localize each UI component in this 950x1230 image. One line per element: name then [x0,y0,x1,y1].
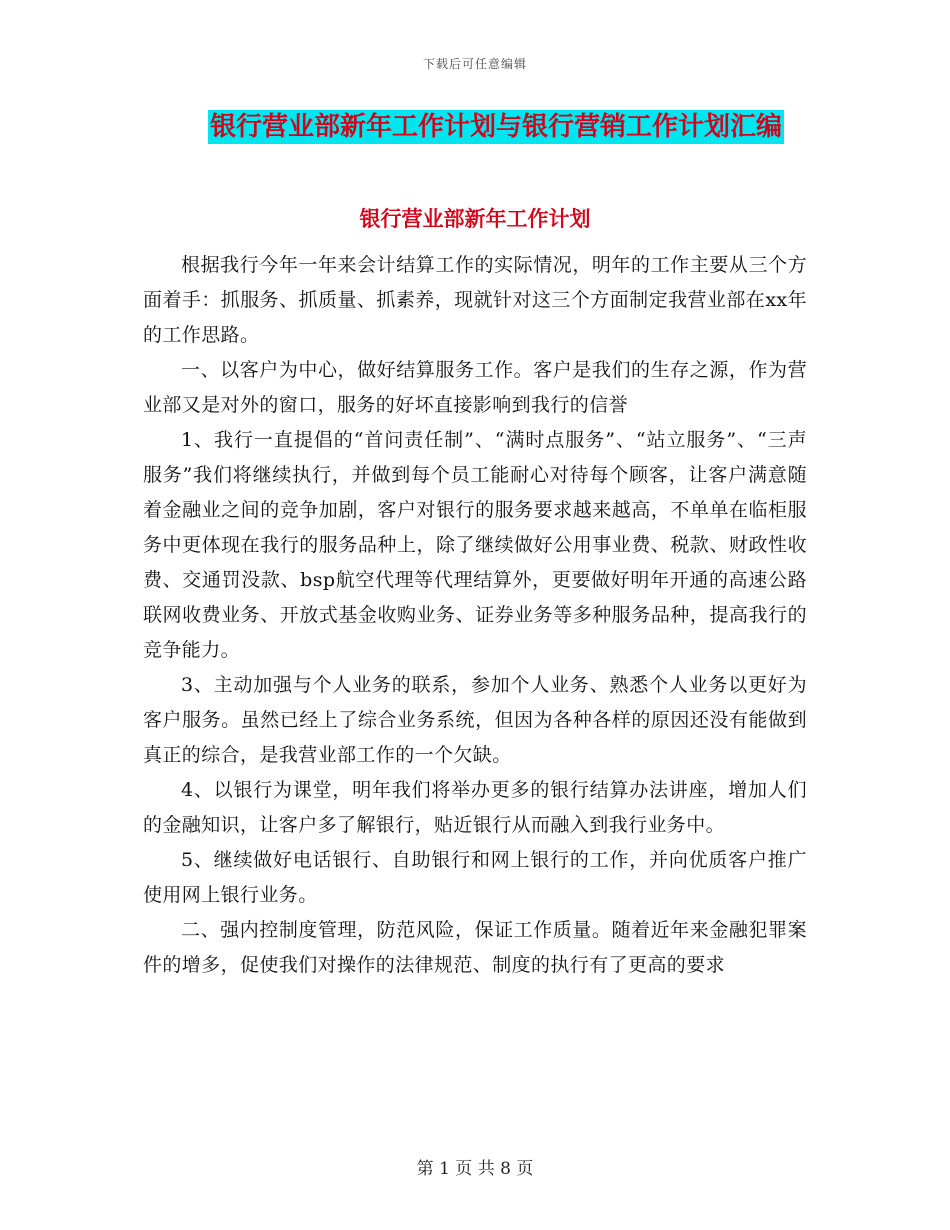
section-title: 银行营业部新年工作计划 [359,207,591,231]
paragraph-item-5: 5、继续做好电话银行、自助银行和网上银行的工作，并向优质客户推广使用网上银行业务。 [143,849,807,906]
paragraph-section-1: 一、以客户为中心，做好结算服务工作。客户是我们的生存之源，作为营业部又是对外的窗口，服务的好坏直接影响到我行的信誉 [143,359,807,416]
page-footer: 第 1 页 共 8 页 [416,1159,534,1179]
header-note: 下载后可任意编辑 [422,57,527,71]
document-body [143,248,807,983]
paragraph-item-3: 3、主动加强与个人业务的联系，参加个人业务、熟悉个人业务以更好为客户服务。虽然已经上了综合业务系统，但因为各种各样的原因还没有能做到真正的综合，是我营业部工作的一个欠缺。 [143,674,807,766]
paragraph-item-1: 1、我行一直提倡的“首问责任制”、“满时点服务”、“站立服务”、“三声服务”我们将继续执行，并做到每个员工能耐心对待每个顾客，让客户满意随着金融业之间的竞争加剧，客户对银行的服务要求越来越高，不单单在临柜服务中更体现在我行的服务品种上，除了继续做好公用事业费、税款、财政性收费、交通罚没款、bsp航空代理等代理结算外，更要做好明年开通的高速公路联网收费业务、开放式基金收购业务、证券业务等多种服务品种，提高我行的竞争能力。 [143,429,807,661]
paragraph-intro: 根据我行今年一年来会计结算工作的实际情况，明年的工作主要从三个方面着手：抓服务、抓质量、抓素养，现就针对这三个方面制定我营业部在xx年的工作思路。 [143,254,807,346]
document-title: 银行营业部新年工作计划与银行营销工作计划汇编 [210,112,783,142]
paragraph-section-2: 二、强内控制度管理，防范风险，保证工作质量。随着近年来金融犯罪案件的增多，促使我们对操作的法律规范、制度的执行有了更高的要求 [143,919,807,976]
paragraph-item-4: 4、以银行为课堂，明年我们将举办更多的银行结算办法讲座，增加人们的金融知识，让客户多了解银行，贴近银行从而融入到我行业务中。 [143,779,807,836]
